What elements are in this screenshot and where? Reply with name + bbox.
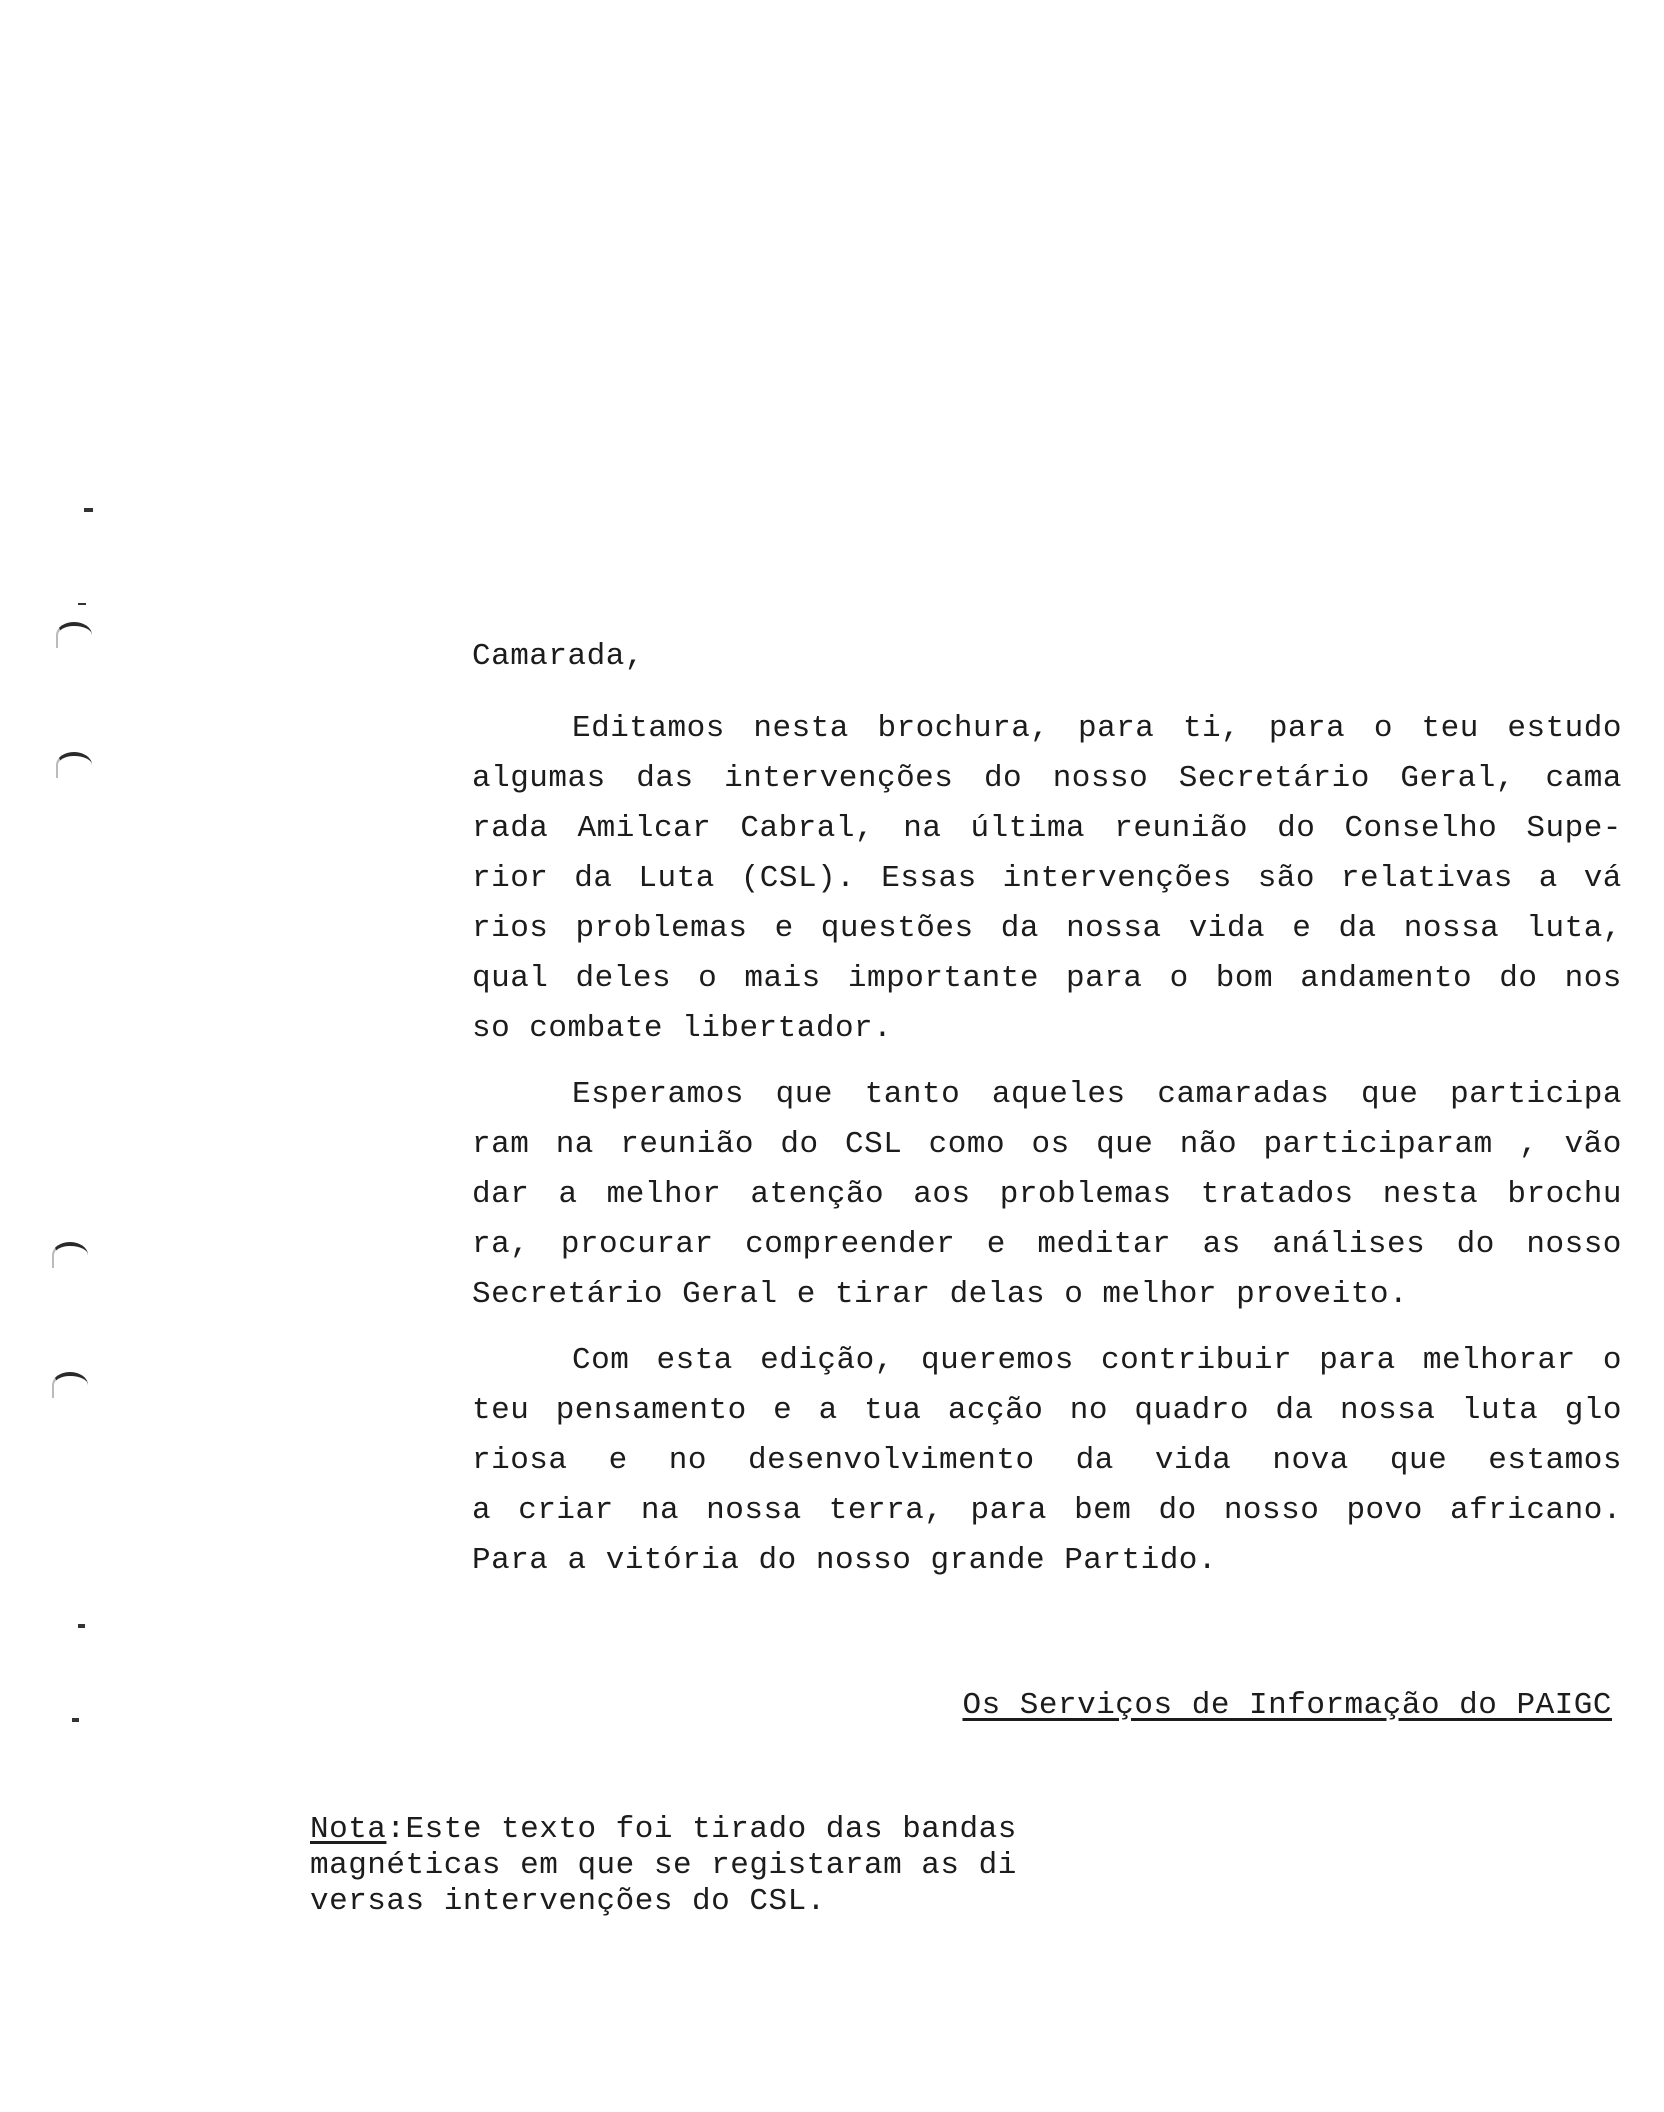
paragraph-1 <box>472 704 1622 1054</box>
binding-hole-mark <box>52 1372 88 1398</box>
note-line: magnéticas em que se registaram as di <box>310 1848 1017 1883</box>
margin-mark <box>72 1718 79 1722</box>
margin-mark <box>84 508 93 512</box>
text-line: qual deles o mais importante para o bom andamento do nos <box>472 961 1622 996</box>
text-line: a criar na nossa terra, para bem do nosso povo africano. <box>472 1493 1622 1528</box>
text-line: algumas das intervenções do nosso Secretário Geral, cama <box>472 761 1622 796</box>
text-line: riosa e no desenvolvimento da vida nova que estamos <box>472 1443 1622 1478</box>
binding-hole-mark <box>56 622 92 648</box>
binding-hole-mark <box>56 752 92 778</box>
text-line: Secretário Geral e tirar delas o melhor proveito. <box>472 1277 1409 1312</box>
text-line: dar a melhor atenção aos problemas tratados nesta brochu <box>472 1177 1622 1212</box>
signature: Os Serviços de Informação do PAIGC <box>962 1688 1612 1723</box>
text-line: Editamos nesta brochura, para ti, para o teu estudo <box>572 711 1622 746</box>
text-line: Com esta edição, queremos contribuir para melhorar o <box>572 1343 1622 1378</box>
greeting: Camarada, <box>472 639 644 674</box>
note-line: versas intervenções do CSL. <box>310 1884 826 1919</box>
text-line: so combate libertador. <box>472 1011 893 1046</box>
note-line: :Este texto foi tirado das bandas <box>386 1812 1017 1847</box>
footnote <box>310 1812 1017 1920</box>
margin-mark <box>78 1624 85 1628</box>
text-line: teu pensamento e a tua acção no quadro da nossa luta glo <box>472 1393 1622 1428</box>
text-line: rada Amilcar Cabral, na última reunião do Conselho Supe- <box>472 811 1622 846</box>
text-line: Esperamos que tanto aqueles camaradas que participa <box>572 1077 1622 1112</box>
text-line: rior da Luta (CSL). Essas intervenções são relativas a vá <box>472 861 1622 896</box>
paragraph-2 <box>472 1070 1622 1320</box>
note-label: Nota <box>310 1812 387 1847</box>
text-line: ram na reunião do CSL como os que não participaram , vão <box>472 1127 1622 1162</box>
margin-mark <box>78 603 86 605</box>
binding-hole-mark <box>52 1242 88 1268</box>
letter-body <box>472 632 1622 1586</box>
paragraph-3 <box>472 1336 1622 1586</box>
text-line: rios problemas e questões da nossa vida e da nossa luta, <box>472 911 1622 946</box>
text-line: Para a vitória do nosso grande Partido. <box>472 1543 1218 1578</box>
text-line: ra, procurar compreender e meditar as análises do nosso <box>472 1227 1622 1262</box>
